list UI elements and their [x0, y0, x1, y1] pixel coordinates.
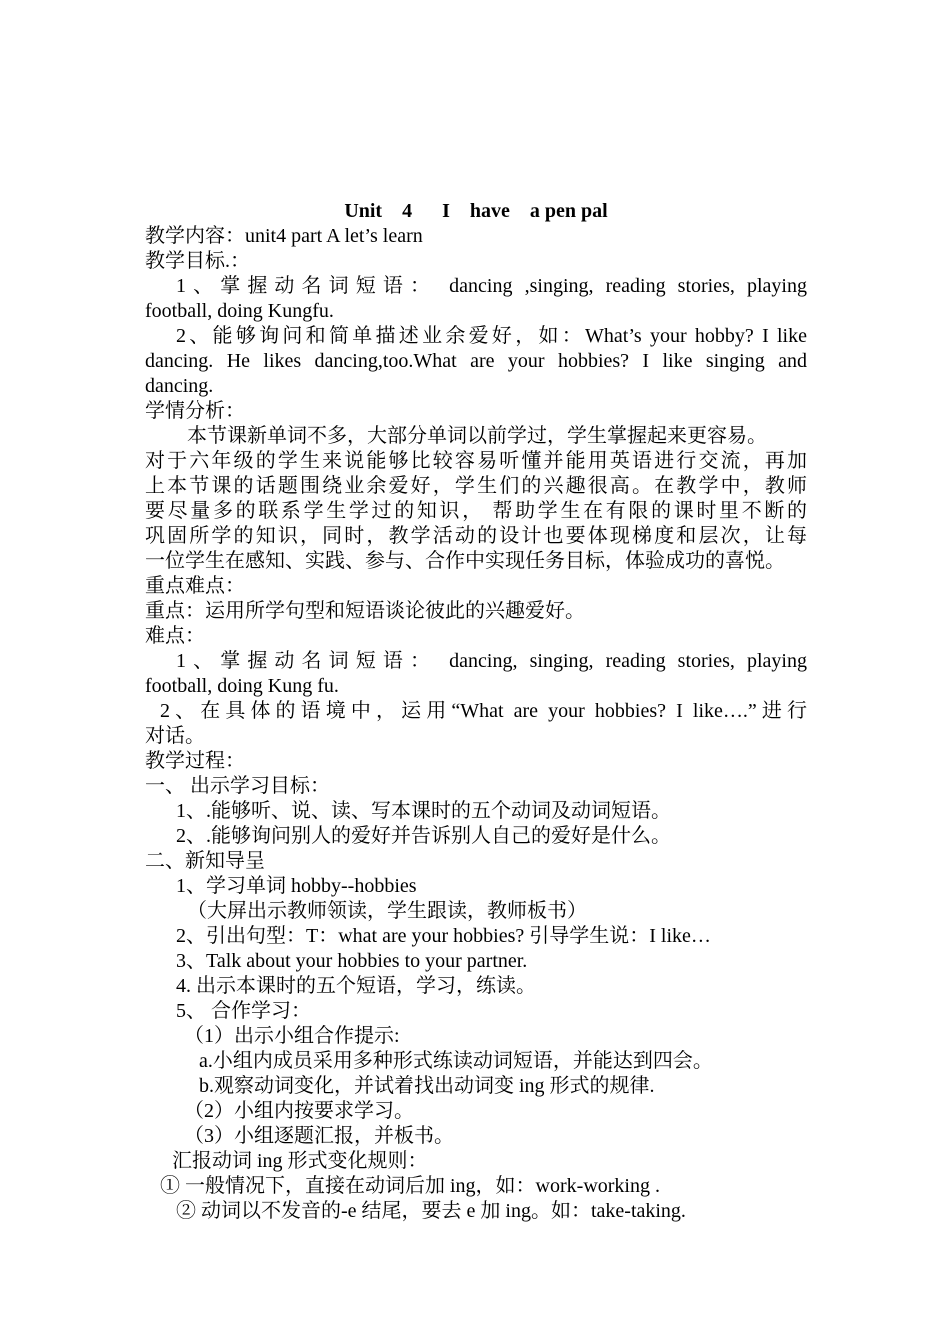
difficult-heading: 难点：	[145, 625, 205, 647]
goal-1-line-2: football, doing Kungfu.	[145, 300, 334, 322]
analysis-paragraph-line-4: 要尽量多的联系学生学过的知识， 帮助学生在有限的课时里不断的	[145, 500, 807, 522]
key-point-line: 重点：运用所学句型和短语谈论彼此的兴趣爱好。	[145, 600, 585, 622]
teaching-goals-heading: 教学目标.：	[145, 250, 250, 272]
step-1-note: （大屏出示教师领读，学生跟读，教师板书）	[187, 900, 587, 922]
step-4: 4. 出示本课时的五个短语，学习，练读。	[176, 975, 536, 997]
student-analysis-heading: 学情分析：	[145, 400, 245, 422]
step-2: 2、引出句型：T：what are your hobbies? 引导学生说：I like…	[176, 925, 711, 947]
difficult-1-line-1: 1、掌握动名词短语： dancing, singing, reading stories, playing	[176, 650, 807, 672]
goal-2-line-3: dancing.	[145, 375, 214, 397]
analysis-paragraph-line-2: 对于六年级的学生来说能够比较容易听懂并能用英语进行交流，再加	[145, 450, 807, 472]
ing-rule-2: ② 动词以不发音的-e 结尾，要去 e 加 ing。如：take-taking.	[176, 1200, 686, 1222]
analysis-paragraph-line-3: 上本节课的话题围绕业余爱好，学生们的兴趣很高。在教学中，教师	[145, 475, 807, 497]
step-5-sub-2: （2）小组内按要求学习。	[184, 1100, 414, 1122]
difficult-2-line-1: 2、在具体的语境中，运用“What are your hobbies? I like….”进行	[160, 700, 807, 722]
teaching-process-heading: 教学过程：	[145, 750, 245, 772]
difficult-1-line-2: football, doing Kung fu.	[145, 675, 339, 697]
section-2-heading: 二、新知导呈	[145, 850, 265, 872]
key-difficult-heading: 重点难点：	[145, 575, 245, 597]
analysis-paragraph-line-1: 本节课新单词不多，大部分单词以前学过，学生掌握起来更容易。	[187, 425, 767, 447]
teaching-content-line: 教学内容：unit4 part A let’s learn	[145, 225, 423, 247]
ing-rule-1: ① 一般情况下，直接在动词后加 ing，如：work-working .	[160, 1175, 660, 1197]
section-1-heading: 一、 出示学习目标：	[145, 775, 330, 797]
analysis-paragraph-line-5: 巩固所学的知识，同时，教学活动的设计也要体现梯度和层次，让每	[145, 525, 807, 547]
step-5-sub-1: （1）出示小组合作提示:	[184, 1025, 400, 1047]
step-5-sub-1-a: a.小组内成员采用多种形式练读动词短语，并能达到四会。	[199, 1050, 713, 1072]
step-1: 1、学习单词 hobby--hobbies	[176, 875, 417, 897]
goal-2-line-2: dancing. He likes dancing,too.What are your hobbies? I like singing and	[145, 350, 807, 372]
step-5: 5、 合作学习：	[176, 1000, 311, 1022]
objective-1: 1、.能够听、说、读、写本课时的五个动词及动词短语。	[176, 800, 671, 822]
analysis-paragraph-line-6: 一位学生在感知、实践、参与、合作中实现任务目标，体验成功的喜悦。	[145, 550, 785, 572]
step-3: 3、Talk about your hobbies to your partner.	[176, 950, 528, 972]
objective-2: 2、.能够询问别人的爱好并告诉别人自己的爱好是什么。	[176, 825, 671, 847]
goal-2-line-1: 2、能够询问和简单描述业余爱好，如：What’s your hobby? I like	[176, 325, 807, 347]
ing-rules-heading: 汇报动词 ing 形式变化规则：	[172, 1150, 428, 1172]
document-title: Unit 4 I have a pen pal	[344, 200, 608, 222]
difficult-2-line-2: 对话。	[145, 725, 205, 747]
step-5-sub-3: （3）小组逐题汇报，并板书。	[184, 1125, 454, 1147]
goal-1-line-1: 1、掌握动名词短语： dancing ,singing, reading stories, playing	[176, 275, 807, 297]
step-5-sub-1-b: b.观察动词变化，并试着找出动词变 ing 形式的规律.	[199, 1075, 655, 1097]
